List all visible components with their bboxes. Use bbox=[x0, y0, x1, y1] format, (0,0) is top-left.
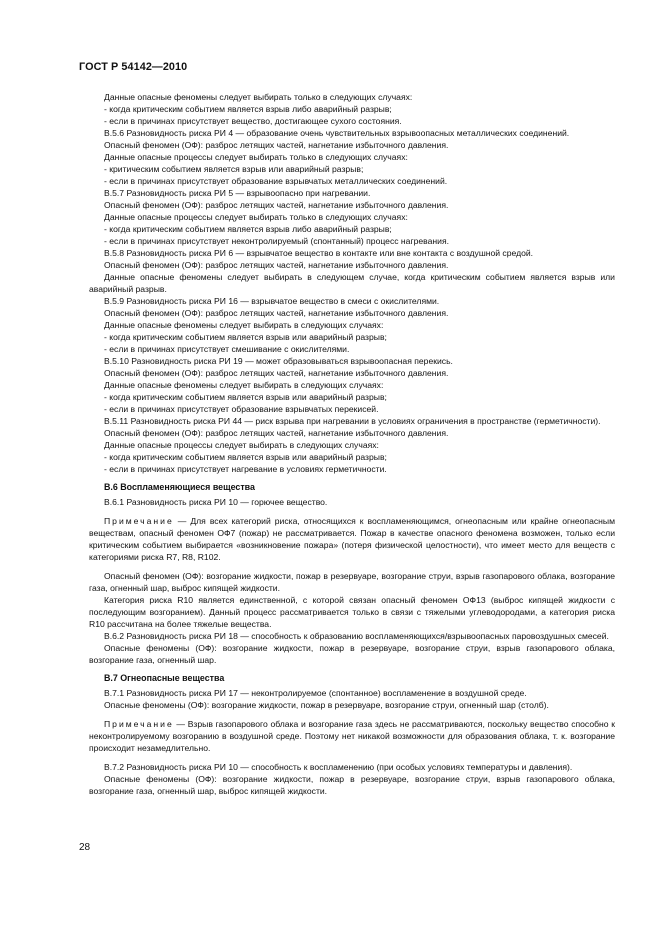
paragraph bbox=[89, 151, 615, 163]
paragraph-text: В.6.2 Разновидность риска РИ 18 — способность к образованию воспламеняющихся/взрывоопасных паровоздушных смесей. bbox=[104, 631, 609, 641]
paragraph bbox=[89, 319, 615, 331]
paragraph-text: - если в причинах присутствует образование взрывчатых металлических соединений. bbox=[104, 176, 448, 186]
paragraph-text: В.5.9 Разновидность риска РИ 16 — взрывчатое вещество в смеси с окислителями. bbox=[104, 296, 440, 306]
paragraph-text: Опасные феномены (ОФ): возгорание жидкости, пожар в резервуаре, возгорание струи, огненный шар (столб). bbox=[104, 700, 549, 710]
paragraph bbox=[89, 163, 615, 175]
paragraph bbox=[89, 496, 615, 508]
paragraph bbox=[89, 761, 615, 773]
paragraph-text: Опасный феномен (ОФ): разброс летящих частей, нагнетание избыточного давления. bbox=[104, 428, 449, 438]
paragraph bbox=[89, 403, 615, 415]
paragraph-text: Опасные феномены (ОФ): возгорание жидкости, пожар в резервуаре, возгорание струи, взрыв газопарового облака, возгорание газа, огненный шар, выброс кипящей жидкости. bbox=[89, 774, 615, 796]
paragraph-text: Опасный феномен (ОФ): разброс летящих частей, нагнетание избыточного давления. bbox=[104, 368, 449, 378]
page-header: ГОСТ Р 54142—2010 bbox=[79, 61, 188, 73]
paragraph-text: - когда критическим событием является взрыв или аварийный разрыв; bbox=[104, 332, 387, 342]
paragraph-text: - когда критическим событием является взрыв или аварийный разрыв; bbox=[104, 392, 387, 402]
paragraph bbox=[89, 415, 615, 427]
paragraph-text: Опасные феномены (ОФ): возгорание жидкости, пожар в резервуаре, возгорание струи, взрыв газопарового облака, возгорание газа, огненный шар. bbox=[89, 643, 615, 665]
paragraph bbox=[89, 187, 615, 199]
paragraph-text: Опасный феномен (ОФ): возгорание жидкости, пожар в резервуаре, возгорание струи, взрыв газопарового облака, возгорание газа, огненный шар, выброс кипящей жидкости. bbox=[89, 571, 615, 593]
paragraph bbox=[89, 642, 615, 666]
paragraph bbox=[89, 175, 615, 187]
paragraph bbox=[89, 331, 615, 343]
paragraph bbox=[89, 355, 615, 367]
paragraph bbox=[89, 699, 615, 711]
paragraph bbox=[89, 271, 615, 295]
paragraph bbox=[89, 115, 615, 127]
paragraph bbox=[89, 343, 615, 355]
paragraph-text: - когда критическим событием является взрыв или аварийный разрыв; bbox=[104, 452, 387, 462]
paragraph bbox=[89, 235, 615, 247]
paragraph-text: Данные опасные феномены следует выбирать в следующих случаях: bbox=[104, 380, 384, 390]
paragraph bbox=[89, 103, 615, 115]
paragraph-text: В.5.8 Разновидность риска РИ 6 — взрывчатое вещество в контакте или вне контакта с воздушной средой. bbox=[104, 248, 534, 258]
paragraph-text: - когда критическим событием является взрыв либо аварийный разрыв; bbox=[104, 104, 392, 114]
paragraph-text: — Взрыв газопарового облака и возгорание газа здесь не рассматриваются, поскольку вещество способно к неконтролируемому возгоранию в воздушной среде. Поэтому нет никакой возможности для образования облака, т. к. возгорание происходит незамедлительно. bbox=[89, 719, 615, 753]
paragraph bbox=[89, 367, 615, 379]
paragraph bbox=[89, 307, 615, 319]
paragraph bbox=[89, 199, 615, 211]
paragraph-text: - критическим событием является взрыв или аварийный разрыв; bbox=[104, 164, 364, 174]
paragraph bbox=[89, 594, 615, 630]
paragraph-text: В.5.6 Разновидность риска РИ 4 — образование очень чувствительных взрывоопасных металлических соединений. bbox=[104, 128, 570, 138]
paragraph bbox=[89, 773, 615, 797]
paragraph-text: Данные опасные феномены следует выбирать в следующем случае, когда критическим событием является взрыв или аварийный разрыв. bbox=[89, 272, 615, 294]
paragraph bbox=[89, 259, 615, 271]
paragraph bbox=[89, 630, 615, 642]
paragraph-text: — Для всех категорий риска, относящихся к воспламеняющимся, огнеопасным или крайне огнеопасным веществам, опасный феномен ОФ7 (пожар) не рассматривается. Пожар в качестве опасного феномена возможен, только если критическим событием выбирается «возникновение пожара» (потеря физической целостности), что имеет место для веществ с категориями риска R7, R8, R102. bbox=[89, 516, 615, 562]
paragraph-text: - если в причинах присутствует образование взрывчатых перекисей. bbox=[104, 404, 379, 414]
paragraph bbox=[89, 91, 615, 103]
paragraph-text: В.7.1 Разновидность риска РИ 17 — неконтролируемое (спонтанное) воспламенение в воздушной среде. bbox=[104, 688, 527, 698]
paragraph bbox=[89, 391, 615, 403]
note-label: Примечание bbox=[104, 516, 174, 526]
paragraph-text: - когда критическим событием является взрыв либо аварийный разрыв; bbox=[104, 224, 392, 234]
paragraph-text: - если в причинах присутствует вещество, достигающее сухого состояния. bbox=[104, 116, 402, 126]
paragraph bbox=[89, 379, 615, 391]
paragraph-text: В.7 Огнеопасные вещества bbox=[104, 673, 225, 683]
paragraph bbox=[89, 439, 615, 451]
paragraph bbox=[89, 295, 615, 307]
note-paragraph bbox=[89, 718, 615, 754]
paragraph bbox=[89, 463, 615, 475]
paragraph bbox=[89, 127, 615, 139]
paragraph-text: Данные опасные феномены следует выбирать в следующих случаях: bbox=[104, 320, 384, 330]
paragraph-text: Опасный феномен (ОФ): разброс летящих частей, нагнетание избыточного давления. bbox=[104, 308, 449, 318]
paragraph-text: Опасный феномен (ОФ): разброс летящих частей, нагнетание избыточного давления. bbox=[104, 140, 449, 150]
paragraph-text: Данные опасные феномены следует выбирать только в следующих случаях: bbox=[104, 92, 413, 102]
note-paragraph bbox=[89, 515, 615, 563]
paragraph-text: В.5.10 Разновидность риска РИ 19 — может образовываться взрывоопасная перекись. bbox=[104, 356, 453, 366]
paragraph-text: В.5.7 Разновидность риска РИ 5 — взрывоопасно при нагревании. bbox=[104, 188, 371, 198]
paragraph-text: Опасный феномен (ОФ): разброс летящих частей, нагнетание избыточного давления. bbox=[104, 260, 449, 270]
paragraph-text: Данные опасные процессы следует выбирать в следующих случаях: bbox=[104, 440, 379, 450]
paragraph bbox=[89, 139, 615, 151]
paragraph bbox=[89, 570, 615, 594]
paragraph bbox=[89, 427, 615, 439]
document-body bbox=[89, 91, 615, 797]
paragraph-text: В.7.2 Разновидность риска РИ 10 — способность к воспламенению (при особых условиях температуры и давления). bbox=[104, 762, 573, 772]
note-label: Примечание bbox=[104, 719, 174, 729]
paragraph bbox=[89, 451, 615, 463]
paragraph-text: Опасный феномен (ОФ): разброс летящих частей, нагнетание избыточного давления. bbox=[104, 200, 449, 210]
paragraph-text: - если в причинах присутствует нагревание в условиях герметичности. bbox=[104, 464, 387, 474]
section-heading bbox=[89, 672, 615, 684]
page-number: 28 bbox=[79, 842, 91, 853]
section-heading bbox=[89, 481, 615, 493]
paragraph-text: Данные опасные процессы следует выбирать только в следующих случаях: bbox=[104, 212, 408, 222]
paragraph bbox=[89, 211, 615, 223]
paragraph bbox=[89, 223, 615, 235]
paragraph-text: - если в причинах присутствует смешивание с окислителями. bbox=[104, 344, 350, 354]
paragraph-text: В.6.1 Разновидность риска РИ 10 — горючее вещество. bbox=[104, 497, 328, 507]
paragraph-text: В.6 Воспламеняющиеся вещества bbox=[104, 482, 255, 492]
paragraph-text: Данные опасные процессы следует выбирать только в следующих случаях: bbox=[104, 152, 408, 162]
paragraph-text: В.5.11 Разновидность риска РИ 44 — риск взрыва при нагревании в условиях ограничения в пространстве (герметичности). bbox=[104, 416, 601, 426]
paragraph bbox=[89, 247, 615, 259]
paragraph-text: Категория риска R10 является единственной, с которой связан опасный феномен ОФ13 (выброс кипящей жидкости с последующим возгоранием). Данный процесс рассматривается только в связи с тяжелыми углеводородами, а категория риска R10 рассчитана на более тяжелые вещества. bbox=[89, 595, 615, 629]
paragraph-text: - если в причинах присутствует неконтролируемый (спонтанный) процесс нагревания. bbox=[104, 236, 449, 246]
paragraph bbox=[89, 687, 615, 699]
